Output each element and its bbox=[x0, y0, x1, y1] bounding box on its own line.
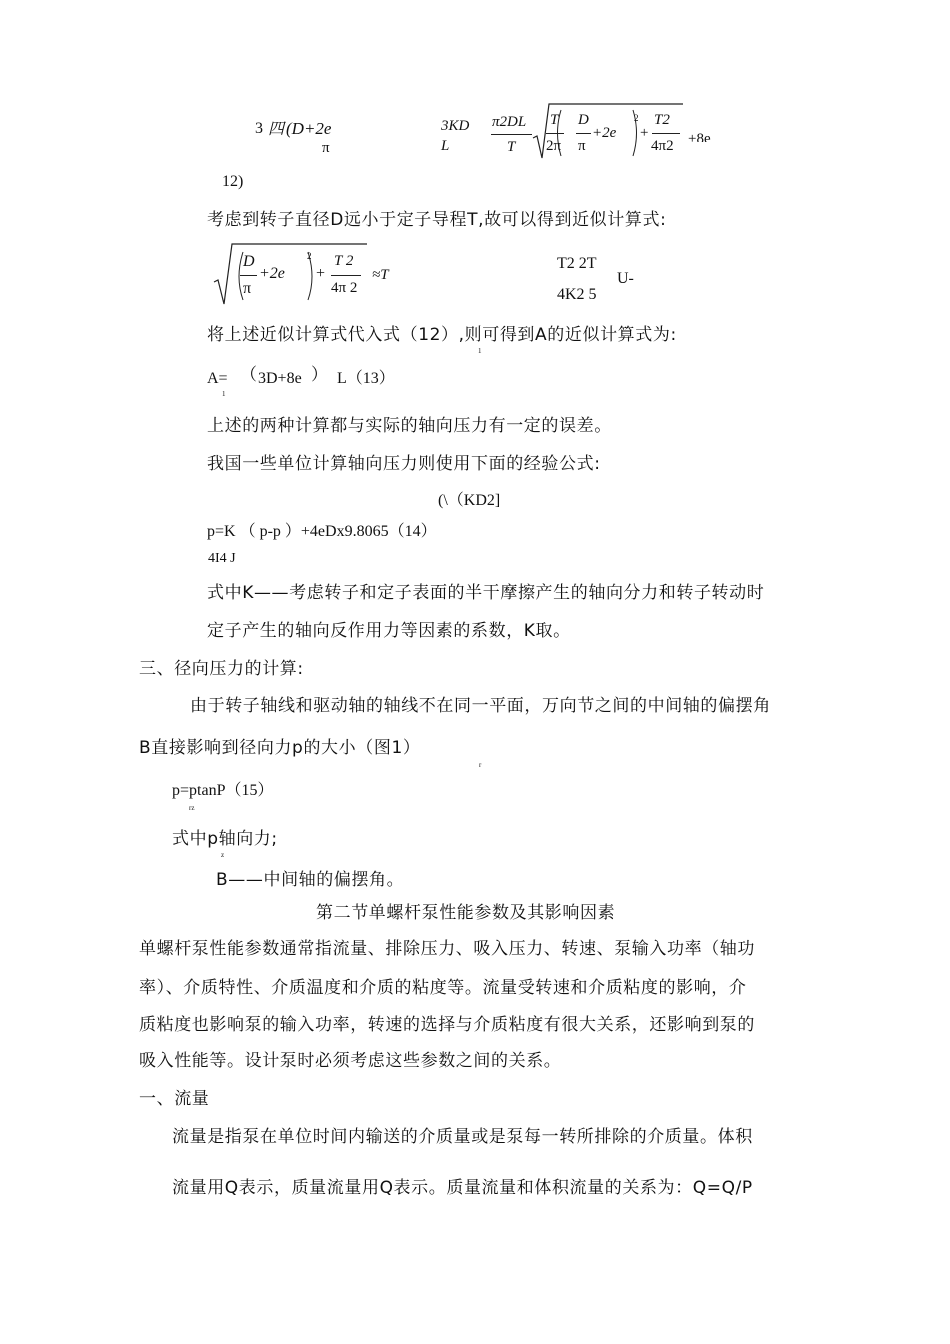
rad-2pi: 2π bbox=[546, 138, 562, 154]
fraction-bar bbox=[576, 133, 591, 134]
paragraph-line: 吸入性能等。设计泵时必须考虑这些参数之间的关系。 bbox=[139, 1051, 562, 1071]
paragraph-empirical: 我国一些单位计算轴向压力则使用下面的经验公式: bbox=[207, 454, 601, 474]
formula-14-upper: (\（KD2] bbox=[438, 492, 501, 509]
paragraph-radial-2-subscript: r bbox=[479, 761, 482, 769]
formula-13-close-paren: ） bbox=[311, 365, 328, 384]
paragraph-consider: 考虑到转子直径D远小于定子导程T,故可以得到近似计算式: bbox=[207, 210, 667, 230]
fraction-bar bbox=[331, 275, 361, 276]
paragraph-where-b: B——中间轴的偏摆角。 bbox=[216, 870, 405, 890]
formula-13-body: 3D+8e bbox=[258, 370, 302, 387]
heading-flow: 一、流量 bbox=[139, 1089, 210, 1109]
formula-14-main: p=K （ p-p ）+4eDx9.8065（14） bbox=[207, 523, 437, 540]
equation-label-12: 12) bbox=[222, 173, 244, 190]
formula-14-lower: 4I4 J bbox=[208, 551, 236, 566]
formula-top-frac-den: T bbox=[507, 139, 516, 155]
approx-right-bottom: 4K2 5 bbox=[557, 286, 597, 303]
fraction-bar bbox=[652, 133, 680, 134]
formula-top-left-char: 四 bbox=[268, 119, 285, 138]
rad-D: D bbox=[578, 112, 589, 128]
paragraph-line: 率）、介质特性、介质温度和介质的粘度等。流量受转速和介质粘度的影响，介 bbox=[139, 978, 747, 998]
approx-pi: π bbox=[243, 280, 252, 297]
radical-sign bbox=[213, 242, 368, 306]
formula-top-left-coef: 3 bbox=[255, 120, 263, 137]
formula-15-main: p=ptanP（15） bbox=[172, 782, 274, 799]
approx-4pi2: 4π 2 bbox=[331, 280, 358, 296]
paragraph-flow-1: 流量是指泵在单位时间内输送的介质量或是泵每一转所排除的介质量。体积 bbox=[172, 1127, 753, 1147]
paragraph-error: 上述的两种计算都与实际的轴向压力有一定的误差。 bbox=[207, 416, 612, 436]
section-title: 第二节单螺杆泵性能参数及其影响因素 bbox=[316, 903, 616, 923]
rad-T2: T2 bbox=[654, 112, 670, 128]
formula-top-tail: +8e bbox=[688, 132, 711, 142]
rad-square: 2 bbox=[634, 113, 639, 123]
paragraph-line: 质粘度也影响泵的输入功率，转速的选择与介质粘度有很大关系，还影响到泵的 bbox=[139, 1015, 755, 1035]
rad-4pi2: 4π2 bbox=[651, 138, 674, 154]
paragraph-radial-1: 由于转子轴线和驱动轴的轴线不在同一平面，万向节之间的中间轴的偏摆角 bbox=[190, 696, 771, 716]
paragraph-substitute-subscript: 1 bbox=[478, 347, 482, 355]
fraction-bar bbox=[240, 275, 257, 276]
approx-D: D bbox=[243, 253, 255, 270]
formula-15-subscript: rz bbox=[189, 804, 195, 812]
rad-T: T bbox=[550, 112, 559, 128]
approx-T2: T 2 bbox=[334, 253, 354, 269]
formula-top-mid-bottom: L bbox=[441, 138, 450, 154]
rad-plus-2e: +2e bbox=[592, 125, 617, 141]
approx-plus: + bbox=[316, 265, 326, 282]
paragraph-where-k-1: 式中K——考虑转子和定子表面的半干摩擦产生的轴向分力和转子转动时 bbox=[207, 583, 765, 603]
formula-13-lhs: A= bbox=[207, 370, 228, 387]
paragraph-line: 单螺杆泵性能参数通常指流量、排除压力、吸入压力、转速、泵输入功率（轴功 bbox=[139, 939, 755, 959]
formula-top-mid-top: 3KD bbox=[441, 118, 470, 134]
formula-top-left-expr: (D+2e bbox=[286, 119, 332, 138]
approx-sign: ≈T bbox=[372, 267, 389, 283]
paragraph-substitute: 将上述近似计算式代入式（12）,则可得到A的近似计算式为: bbox=[207, 325, 677, 345]
fraction-bar bbox=[491, 134, 532, 135]
paragraph-where-p: 式中p轴向力; bbox=[172, 829, 278, 849]
paragraph-where-k-2: 定子产生的轴向反作用力等因素的系数，K取。 bbox=[207, 621, 571, 641]
formula-top-left-pi: π bbox=[322, 140, 330, 156]
approx-right-tail: U- bbox=[617, 270, 634, 287]
formula-13-subscript: 1 bbox=[222, 390, 226, 398]
rad-pi: π bbox=[578, 138, 586, 154]
approx-square: 2 bbox=[307, 251, 312, 261]
rad-plus: + bbox=[640, 125, 649, 141]
paragraph-radial-2: B直接影响到径向力p的大小（图1） bbox=[139, 738, 421, 758]
formula-top-frac-num: π2DL bbox=[492, 114, 527, 130]
fraction-bar bbox=[546, 133, 564, 134]
paragraph-where-p-subscript: z bbox=[221, 851, 225, 859]
paragraph-flow-2: 流量用Q表示，质量流量用Q表示。质量流量和体积流量的关系为：Q=Q/P bbox=[172, 1178, 753, 1198]
formula-13-open-paren: （ bbox=[240, 365, 257, 384]
approx-right-top: T2 2T bbox=[557, 255, 597, 272]
formula-13-tail: L（13） bbox=[337, 370, 395, 387]
approx-plus-2e: +2e bbox=[259, 265, 285, 282]
heading-radial-pressure: 三、径向压力的计算: bbox=[139, 659, 304, 679]
